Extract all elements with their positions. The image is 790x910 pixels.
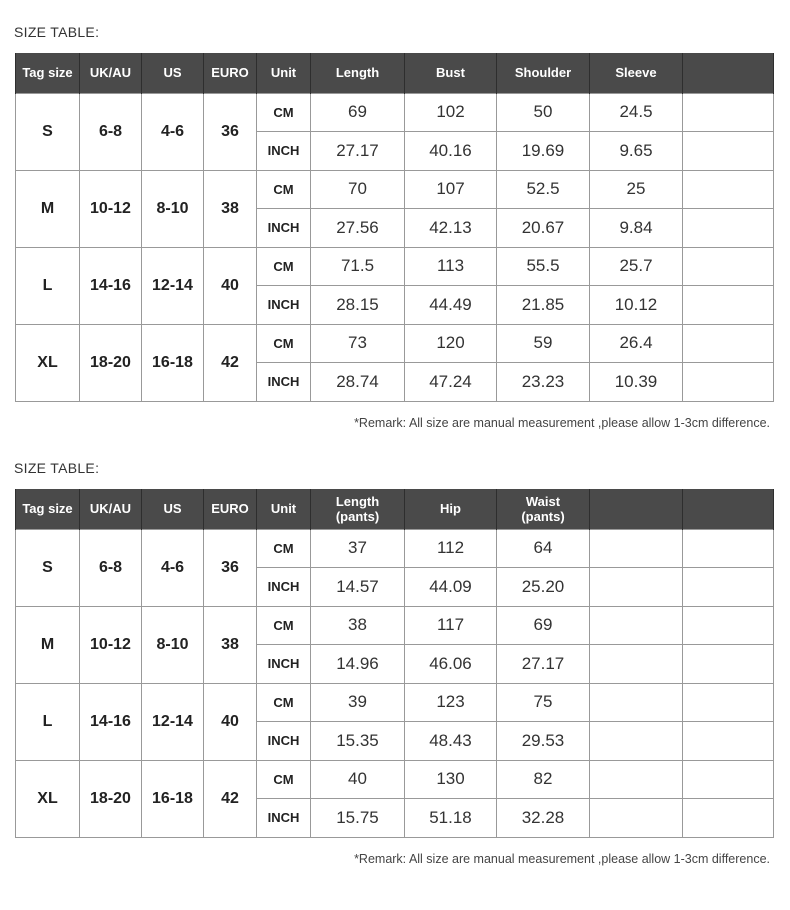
measurement-cell: 39 bbox=[311, 683, 405, 722]
measurement-cell: 73 bbox=[311, 324, 405, 363]
column-header: US bbox=[142, 53, 204, 93]
euro-cell: 36 bbox=[204, 529, 257, 606]
unit-cell: INCH bbox=[257, 132, 311, 171]
measurement-cell: 20.67 bbox=[497, 209, 590, 248]
table-row bbox=[16, 170, 774, 209]
measurement-cell bbox=[590, 683, 683, 722]
euro-cell: 38 bbox=[204, 170, 257, 247]
measurement-cell: 52.5 bbox=[497, 170, 590, 209]
euro-cell: 42 bbox=[204, 760, 257, 837]
measurement-cell: 117 bbox=[405, 606, 497, 645]
measurement-cell: 40 bbox=[311, 760, 405, 799]
column-header: Hip bbox=[405, 489, 497, 529]
measurement-cell: 40.16 bbox=[405, 132, 497, 171]
us-cell: 16-18 bbox=[142, 760, 204, 837]
column-header: Waist (pants) bbox=[497, 489, 590, 529]
remark-2: *Remark: All size are manual measurement ,please allow 1-3cm difference. bbox=[354, 852, 770, 866]
measurement-cell: 50 bbox=[497, 93, 590, 132]
measurement-cell: 120 bbox=[405, 324, 497, 363]
column-header: UK/AU bbox=[80, 53, 142, 93]
measurement-cell: 21.85 bbox=[497, 286, 590, 325]
measurement-cell: 28.74 bbox=[311, 363, 405, 402]
measurement-cell: 27.17 bbox=[497, 645, 590, 684]
us-cell: 12-14 bbox=[142, 247, 204, 324]
measurement-cell: 55.5 bbox=[497, 247, 590, 286]
measurement-cell: 24.5 bbox=[590, 93, 683, 132]
measurement-cell: 15.75 bbox=[311, 799, 405, 838]
uk-au-cell: 10-12 bbox=[80, 606, 142, 683]
unit-cell: CM bbox=[257, 683, 311, 722]
tag-size-cell: S bbox=[16, 529, 80, 606]
column-header bbox=[683, 53, 774, 93]
uk-au-cell: 18-20 bbox=[80, 324, 142, 401]
euro-cell: 38 bbox=[204, 606, 257, 683]
unit-cell: CM bbox=[257, 93, 311, 132]
tag-size-cell: XL bbox=[16, 324, 80, 401]
measurement-cell bbox=[590, 645, 683, 684]
measurement-cell: 27.17 bbox=[311, 132, 405, 171]
measurement-cell: 48.43 bbox=[405, 722, 497, 761]
us-cell: 4-6 bbox=[142, 529, 204, 606]
size-table-1-title: SIZE TABLE: bbox=[14, 24, 100, 40]
column-header: Sleeve bbox=[590, 53, 683, 93]
us-cell: 16-18 bbox=[142, 324, 204, 401]
unit-cell: INCH bbox=[257, 363, 311, 402]
measurement-cell: 29.53 bbox=[497, 722, 590, 761]
measurement-cell bbox=[590, 799, 683, 838]
measurement-cell: 14.57 bbox=[311, 568, 405, 607]
unit-cell: INCH bbox=[257, 799, 311, 838]
measurement-cell: 26.4 bbox=[590, 324, 683, 363]
uk-au-cell: 10-12 bbox=[80, 170, 142, 247]
measurement-cell bbox=[683, 363, 774, 402]
measurement-cell bbox=[590, 568, 683, 607]
measurement-cell bbox=[683, 93, 774, 132]
measurement-cell: 23.23 bbox=[497, 363, 590, 402]
table-row bbox=[16, 93, 774, 132]
measurement-cell bbox=[683, 568, 774, 607]
measurement-cell: 69 bbox=[497, 606, 590, 645]
tag-size-cell: M bbox=[16, 170, 80, 247]
unit-cell: CM bbox=[257, 247, 311, 286]
measurement-cell: 25.20 bbox=[497, 568, 590, 607]
measurement-cell: 75 bbox=[497, 683, 590, 722]
column-header: EURO bbox=[204, 53, 257, 93]
unit-cell: CM bbox=[257, 170, 311, 209]
column-header: Unit bbox=[257, 489, 311, 529]
unit-cell: CM bbox=[257, 529, 311, 568]
column-header bbox=[590, 489, 683, 529]
measurement-cell bbox=[683, 722, 774, 761]
measurement-cell: 9.65 bbox=[590, 132, 683, 171]
measurement-cell bbox=[683, 170, 774, 209]
table-row bbox=[16, 683, 774, 722]
measurement-cell: 51.18 bbox=[405, 799, 497, 838]
measurement-cell bbox=[590, 529, 683, 568]
unit-cell: INCH bbox=[257, 722, 311, 761]
unit-cell: INCH bbox=[257, 286, 311, 325]
column-header bbox=[683, 489, 774, 529]
measurement-cell: 70 bbox=[311, 170, 405, 209]
measurement-cell: 37 bbox=[311, 529, 405, 568]
measurement-cell: 19.69 bbox=[497, 132, 590, 171]
table-row bbox=[16, 529, 774, 568]
measurement-cell: 9.84 bbox=[590, 209, 683, 248]
uk-au-cell: 14-16 bbox=[80, 683, 142, 760]
column-header: Shoulder bbox=[497, 53, 590, 93]
euro-cell: 42 bbox=[204, 324, 257, 401]
measurement-cell bbox=[590, 760, 683, 799]
measurement-cell bbox=[590, 606, 683, 645]
table-row bbox=[16, 324, 774, 363]
measurement-cell bbox=[683, 286, 774, 325]
uk-au-cell: 6-8 bbox=[80, 93, 142, 170]
header-row bbox=[16, 53, 774, 93]
unit-cell: INCH bbox=[257, 209, 311, 248]
column-header: Unit bbox=[257, 53, 311, 93]
measurement-cell: 113 bbox=[405, 247, 497, 286]
measurement-cell bbox=[590, 722, 683, 761]
measurement-cell: 47.24 bbox=[405, 363, 497, 402]
euro-cell: 40 bbox=[204, 247, 257, 324]
column-header: UK/AU bbox=[80, 489, 142, 529]
table-row bbox=[16, 760, 774, 799]
measurement-cell: 71.5 bbox=[311, 247, 405, 286]
measurement-cell: 64 bbox=[497, 529, 590, 568]
size-table-tops bbox=[15, 53, 774, 402]
unit-cell: INCH bbox=[257, 568, 311, 607]
measurement-cell bbox=[683, 247, 774, 286]
measurement-cell: 28.15 bbox=[311, 286, 405, 325]
tag-size-cell: L bbox=[16, 247, 80, 324]
measurement-cell: 102 bbox=[405, 93, 497, 132]
column-header: Tag size bbox=[16, 489, 80, 529]
measurement-cell bbox=[683, 683, 774, 722]
unit-cell: CM bbox=[257, 760, 311, 799]
measurement-cell: 112 bbox=[405, 529, 497, 568]
measurement-cell bbox=[683, 799, 774, 838]
measurement-cell: 10.39 bbox=[590, 363, 683, 402]
measurement-cell: 14.96 bbox=[311, 645, 405, 684]
measurement-cell: 82 bbox=[497, 760, 590, 799]
measurement-cell: 69 bbox=[311, 93, 405, 132]
measurement-cell bbox=[683, 645, 774, 684]
measurement-cell bbox=[683, 760, 774, 799]
measurement-cell bbox=[683, 324, 774, 363]
us-cell: 8-10 bbox=[142, 606, 204, 683]
tag-size-cell: XL bbox=[16, 760, 80, 837]
measurement-cell: 25 bbox=[590, 170, 683, 209]
measurement-cell: 59 bbox=[497, 324, 590, 363]
tag-size-cell: M bbox=[16, 606, 80, 683]
header-row bbox=[16, 489, 774, 529]
measurement-cell bbox=[683, 606, 774, 645]
measurement-cell: 44.49 bbox=[405, 286, 497, 325]
column-header: EURO bbox=[204, 489, 257, 529]
euro-cell: 40 bbox=[204, 683, 257, 760]
uk-au-cell: 18-20 bbox=[80, 760, 142, 837]
unit-cell: CM bbox=[257, 606, 311, 645]
measurement-cell bbox=[683, 132, 774, 171]
table-row bbox=[16, 606, 774, 645]
table-row bbox=[16, 247, 774, 286]
measurement-cell: 107 bbox=[405, 170, 497, 209]
uk-au-cell: 14-16 bbox=[80, 247, 142, 324]
measurement-cell: 25.7 bbox=[590, 247, 683, 286]
uk-au-cell: 6-8 bbox=[80, 529, 142, 606]
column-header: Length (pants) bbox=[311, 489, 405, 529]
measurement-cell: 10.12 bbox=[590, 286, 683, 325]
measurement-cell: 15.35 bbox=[311, 722, 405, 761]
column-header: US bbox=[142, 489, 204, 529]
unit-cell: CM bbox=[257, 324, 311, 363]
us-cell: 8-10 bbox=[142, 170, 204, 247]
size-table-pants bbox=[15, 489, 774, 838]
remark-1: *Remark: All size are manual measurement ,please allow 1-3cm difference. bbox=[354, 416, 770, 430]
measurement-cell bbox=[683, 529, 774, 568]
column-header: Tag size bbox=[16, 53, 80, 93]
column-header: Bust bbox=[405, 53, 497, 93]
size-table-2-title: SIZE TABLE: bbox=[14, 460, 100, 476]
euro-cell: 36 bbox=[204, 93, 257, 170]
measurement-cell: 130 bbox=[405, 760, 497, 799]
measurement-cell: 27.56 bbox=[311, 209, 405, 248]
measurement-cell: 32.28 bbox=[497, 799, 590, 838]
us-cell: 12-14 bbox=[142, 683, 204, 760]
measurement-cell bbox=[683, 209, 774, 248]
tag-size-cell: S bbox=[16, 93, 80, 170]
measurement-cell: 123 bbox=[405, 683, 497, 722]
unit-cell: INCH bbox=[257, 645, 311, 684]
measurement-cell: 38 bbox=[311, 606, 405, 645]
measurement-cell: 42.13 bbox=[405, 209, 497, 248]
measurement-cell: 44.09 bbox=[405, 568, 497, 607]
us-cell: 4-6 bbox=[142, 93, 204, 170]
tag-size-cell: L bbox=[16, 683, 80, 760]
measurement-cell: 46.06 bbox=[405, 645, 497, 684]
column-header: Length bbox=[311, 53, 405, 93]
